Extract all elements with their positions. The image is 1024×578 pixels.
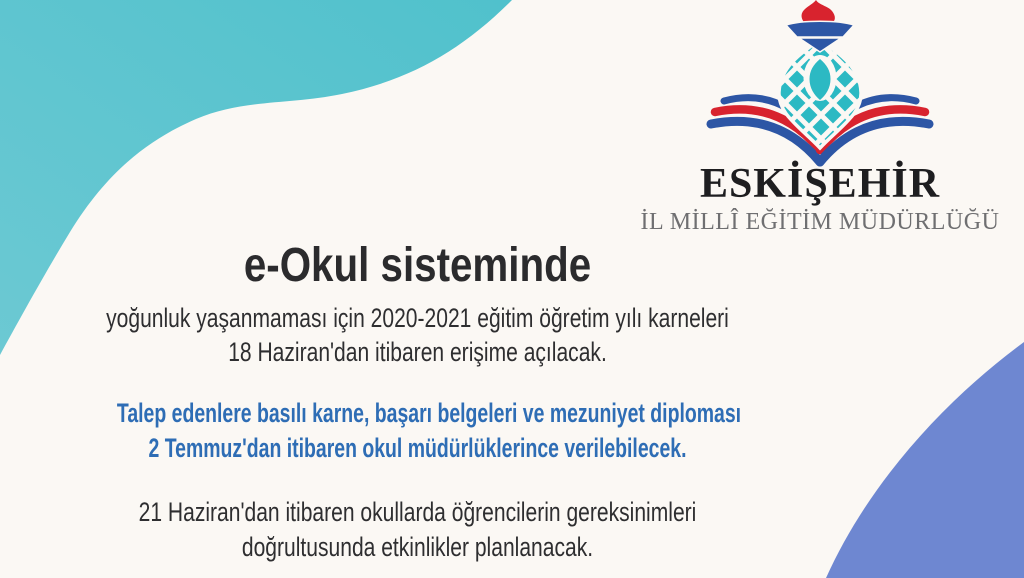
paragraph-school-activities [92, 495, 743, 565]
blue-corner-shape [826, 342, 1024, 578]
paragraph-printed-documents [116, 396, 742, 466]
text-line: 18 Haziran'dan itibaren erişime açılacak. [228, 337, 607, 367]
ministry-logo [626, 0, 1014, 234]
torch-flame-icon [802, 0, 835, 24]
announcement-title: e-Okul sisteminde [243, 239, 592, 292]
torch-book-emblem-icon [700, 0, 940, 172]
torch-icon [786, 0, 854, 52]
logo-city-name: ESKİŞEHİR [699, 161, 941, 207]
text-line: doğrultusunda etkinlikler planlanacak. [241, 532, 594, 562]
text-line: 2 Temmuz'dan itibaren okul müdürlüklerince verilebilecek. [148, 433, 687, 463]
text-line: Talep edenlere basılı karne, başarı belgeleri ve mezuniyet diploması [116, 398, 742, 428]
paragraph-report-cards [92, 301, 743, 369]
logo-organization-name: İL MİLLÎ EĞİTİM MÜDÜRLÜĞÜ [640, 209, 1000, 235]
text-line: 21 Haziran'dan itibaren okullarda öğrencilerin gereksinimleri [138, 497, 697, 527]
text-line: yoğunluk yaşanmaması için 2020-2021 eğitim öğretim yılı karneleri [106, 303, 729, 333]
